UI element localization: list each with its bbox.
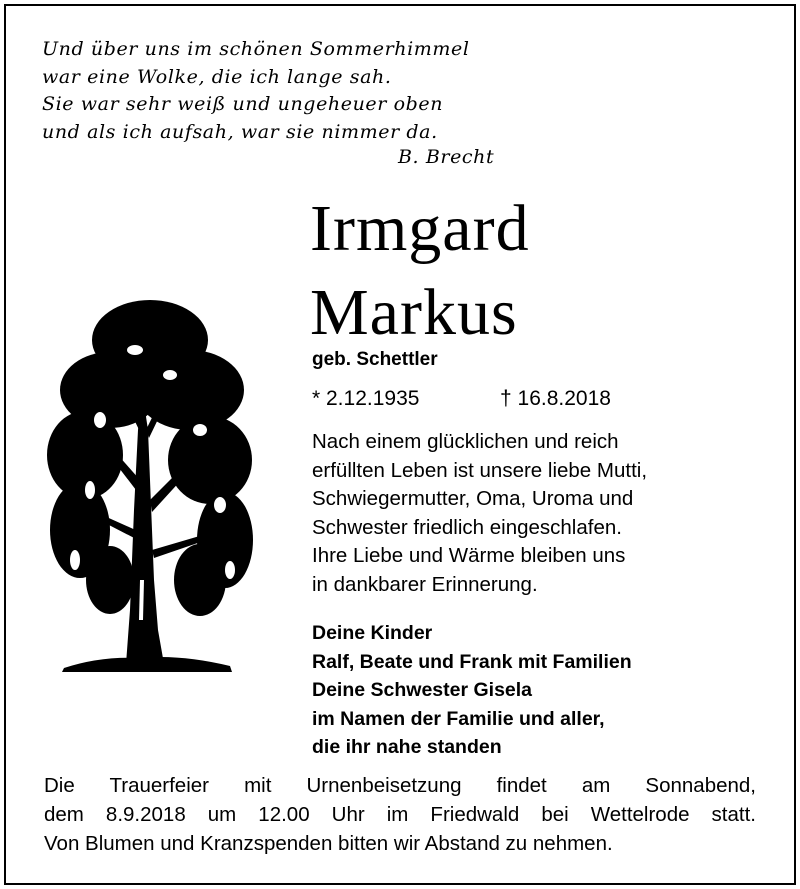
text-line: in dankbarer Erinnerung. bbox=[312, 572, 538, 596]
footer-line: Von Blumen und Kranzspenden bitten wir Abstand zu nehmen. bbox=[44, 832, 613, 855]
poem-line: Und über uns im schönen Sommerhimmel bbox=[42, 38, 470, 60]
signer-line: Deine Schwester Gisela bbox=[312, 679, 533, 701]
funeral-notice bbox=[44, 771, 756, 858]
poem-line: Sie war sehr weiß und ungeheuer oben bbox=[42, 93, 444, 115]
signers bbox=[312, 619, 632, 762]
footer-line: dem 8.9.2018 um 12.00 Uhr im Friedwald bei Wettelrode statt. bbox=[44, 803, 756, 826]
birth-name: geb. Schettler bbox=[312, 349, 438, 370]
birch-tree-icon bbox=[40, 280, 260, 680]
footer-line: Die Trauerfeier mit Urnenbeisetzung findet am Sonnabend, bbox=[44, 774, 756, 797]
obituary-text bbox=[312, 428, 647, 599]
text-line: Nach einem glücklichen und reich bbox=[312, 430, 619, 453]
poem-line: war eine Wolke, die ich lange sah. bbox=[42, 65, 392, 88]
first-name: Irmgard bbox=[310, 192, 530, 265]
poem-line: und als ich aufsah, war sie nimmer da. bbox=[42, 120, 438, 143]
signer-line: im Namen der Familie und aller, bbox=[312, 707, 605, 730]
poem-author: B. Brecht bbox=[398, 146, 495, 168]
text-line: erfüllten Leben ist unsere liebe Mutti, bbox=[312, 458, 648, 482]
poem bbox=[42, 36, 470, 146]
signer-line: Deine Kinder bbox=[312, 622, 433, 644]
signer-line: die ihr nahe standen bbox=[312, 736, 502, 758]
text-line: Ihre Liebe und Wärme bleiben uns bbox=[312, 544, 626, 567]
text-line: Schwester friedlich eingeschlafen. bbox=[312, 515, 622, 539]
birth-date: * 2.12.1935 bbox=[312, 387, 420, 410]
death-date: † 16.8.2018 bbox=[500, 387, 611, 410]
signer-line: Ralf, Beate und Frank mit Familien bbox=[312, 650, 632, 673]
text-line: Schwiegermutter, Oma, Uroma und bbox=[312, 487, 634, 510]
last-name: Markus bbox=[310, 276, 518, 349]
